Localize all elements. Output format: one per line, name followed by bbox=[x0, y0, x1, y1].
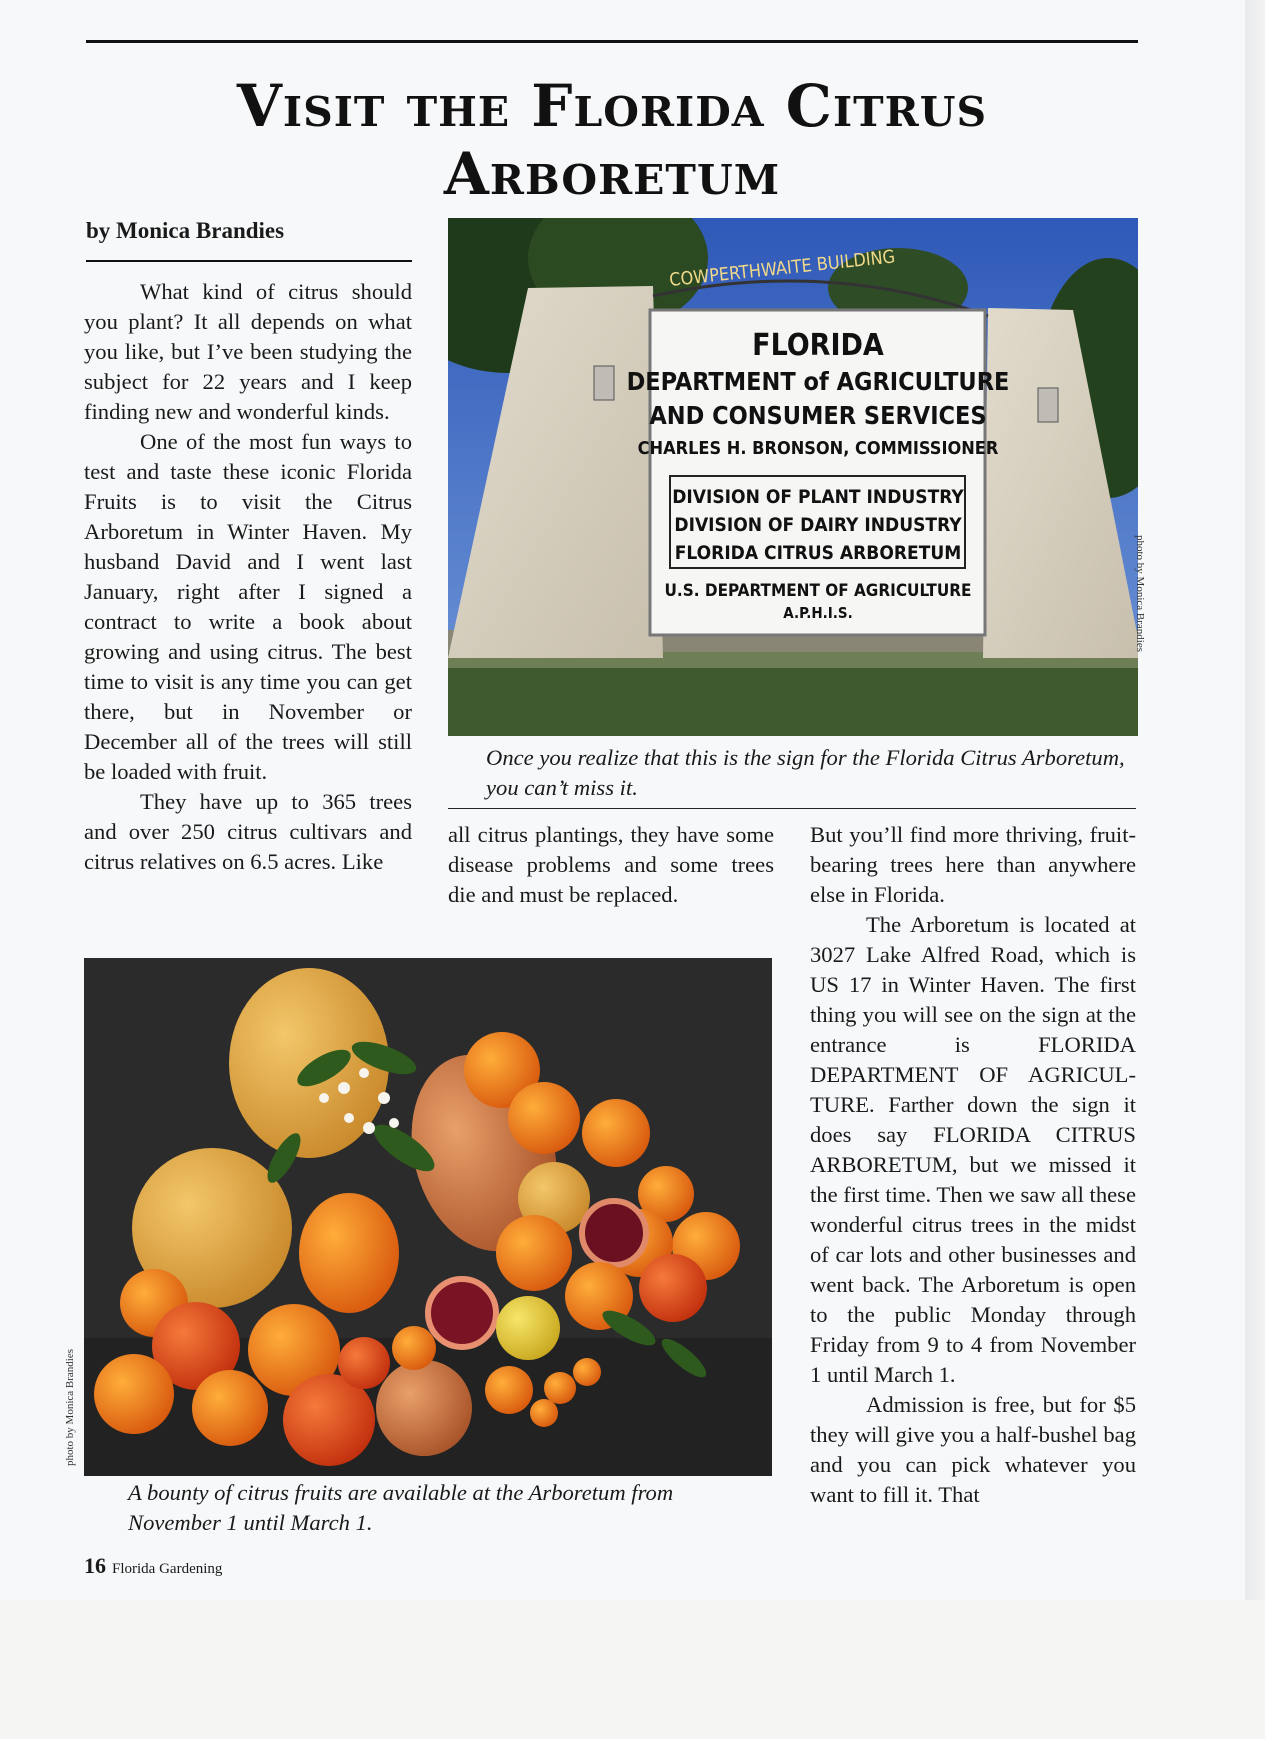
sign-line-department: DEPARTMENT of AGRICULTURE bbox=[626, 367, 1010, 396]
byline-rule bbox=[86, 260, 412, 262]
fruit-photo-caption: A bounty of citrus fruits are available at the Arboretum from November 1 until March 1. bbox=[128, 1480, 674, 1535]
sign-photo-caption: Once you realize that this is the sign for the Florida Citrus Arboretum, you can’t miss it. bbox=[486, 745, 1125, 800]
publication-name: Florida Gardening bbox=[112, 1561, 223, 1577]
page-edge bbox=[1245, 0, 1265, 1600]
paragraph: They have up to 365 trees and over 250 citrus cultivars and citrus relatives on 6.5 acres. Like bbox=[84, 789, 412, 874]
sign-line-consumer: AND CONSUMER SERVICES bbox=[649, 401, 987, 430]
sign-line-usda: U.S. DEPARTMENT OF AGRICULTURE bbox=[664, 581, 972, 601]
sign-photo bbox=[448, 218, 1138, 736]
caption-rule bbox=[448, 808, 1136, 809]
paragraph: all citrus plantings, they have some disease problems and some trees die and must be replaced. bbox=[448, 822, 774, 907]
body-column-1 bbox=[84, 277, 412, 877]
arch-lettering: COWPERTHWAITE BUILDING bbox=[668, 246, 897, 291]
article-title: Visit the Florida Citrus Arboretum bbox=[236, 72, 988, 208]
photo-credit: photo by Monica Brandies bbox=[1134, 535, 1146, 653]
page-number: 16 bbox=[84, 1553, 106, 1578]
body-column-2 bbox=[448, 820, 774, 910]
paragraph: The Arboretum is located at 3027 Lake Alfred Road, which is US 17 in Winter Haven. The first thing you will see on the sign at the entrance is FLORIDA DEPARTMENT OF AGRICUL-TURE. Farther down the sign it does say FLORIDA CITRUS ARBORETUM, but we missed it the first time. Then we saw all these wonderful citrus trees in the midst of car lots and other businesses and went back. The Arboretum is open to the public Monday through Friday from 9 to 4 from November 1 until March 1. bbox=[810, 912, 1136, 1387]
paragraph: But you’ll find more thriving, fruit-bearing trees here than anywhere else in Florida. bbox=[810, 822, 1136, 907]
sign-line-aphis: A.P.H.I.S. bbox=[783, 604, 853, 622]
body-column-3 bbox=[810, 820, 1136, 1510]
citrus-fruits-photo bbox=[84, 958, 772, 1476]
paragraph: One of the most fun ways to test and taste these iconic Florida Fruits is to visit the Citrus Arboretum in Winter Haven. My husband David and I went last January, right after I signed a contract to write a book about growing and using citrus. The best time to visit is any time you can get there, but in November or December all of the trees will still be loaded with fruit. bbox=[84, 429, 412, 784]
sign-line-florida: FLORIDA bbox=[752, 328, 884, 363]
paragraph: What kind of citrus should you plant? It all depends on what you like, but I’ve been studying the subject for 22 years and I keep finding new and wonderful kinds. bbox=[84, 279, 412, 424]
photo-credit: photo by Monica Brandies bbox=[64, 1348, 76, 1466]
top-rule bbox=[86, 40, 1138, 43]
byline: by Monica Brandies bbox=[86, 218, 285, 243]
sign-line-bronson: CHARLES H. BRONSON, COMMISSIONER bbox=[637, 438, 999, 459]
paragraph: Admission is free, but for $5 they will give you a half-bushel bag and you can pick whatever you want to fill it. That bbox=[810, 1392, 1136, 1507]
page-footer bbox=[84, 1553, 222, 1579]
page-margin-bottom bbox=[0, 1600, 1265, 1739]
sign-box-dairy: DIVISION OF DAIRY INDUSTRY bbox=[674, 514, 962, 536]
sign-box-arboretum: FLORIDA CITRUS ARBORETUM bbox=[674, 542, 962, 564]
sign-box-plant: DIVISION OF PLANT INDUSTRY bbox=[672, 486, 964, 508]
